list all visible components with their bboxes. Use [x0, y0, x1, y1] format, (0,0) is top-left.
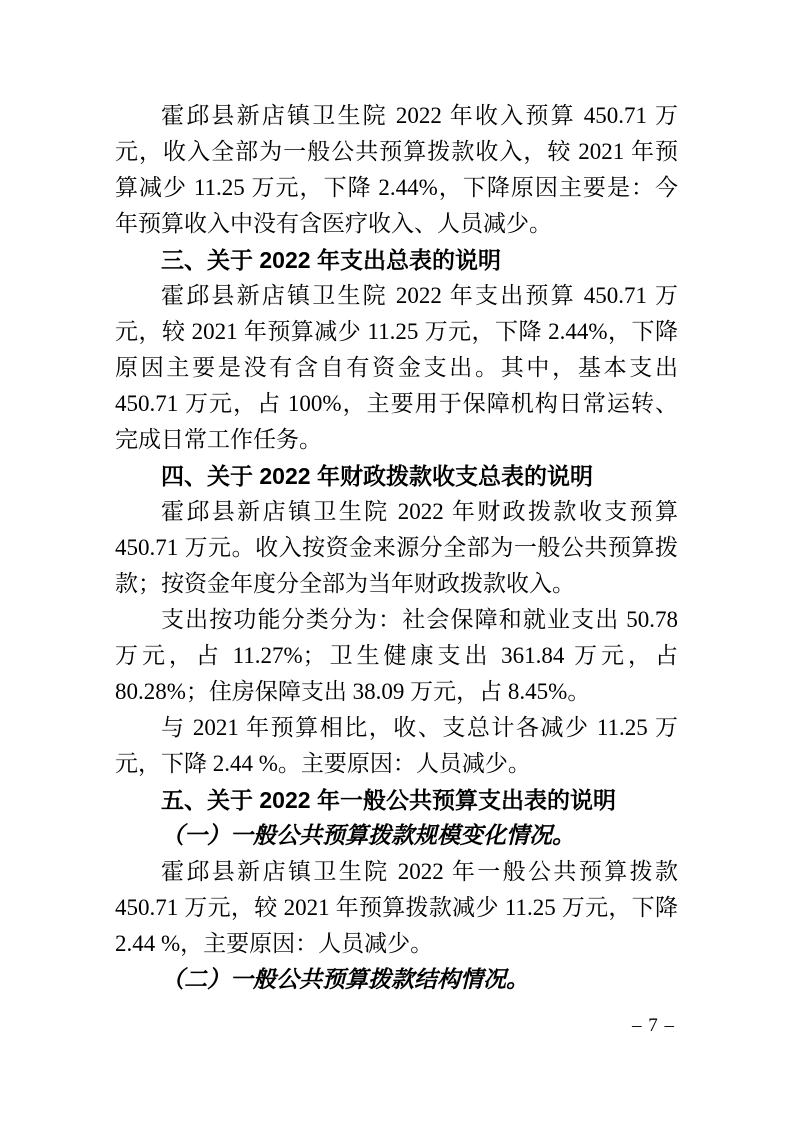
heading-section-4-fiscal-appropriation-table: 四、关于 2022 年财政拨款收支总表的说明 [161, 463, 593, 489]
paragraph-income-budget: 霍邱县新店镇卫生院 2022 年收入预算 450.71 万元，收入全部为一般公共预算拨款收入，较 2021 年预算减少 11.25 万元，下降 2.44%，下降原因主要是：今年预算收入中没有含医疗收入、人员减少。 [115, 103, 679, 236]
paragraph-fiscal-appropriation-summary: 霍邱县新店镇卫生院 2022 年财政拨款收支预算 450.71 万元。收入按资金来源分全部为一般公共预算拨款；按资金年度分全部为当年财政拨款收入。 [115, 499, 678, 596]
page-number: – 7 – [632, 1015, 675, 1036]
subheading-2-appropriation-structure: （二）一般公共预算拨款结构情况。 [161, 967, 529, 992]
subheading-1-appropriation-scale-change: （一）一般公共预算拨款规模变化情况。 [161, 823, 575, 848]
heading-section-3-expenditure-table: 三、关于 2022 年支出总表的说明 [161, 247, 501, 273]
paragraph-comparison-with-2021: 与 2021 年预算相比，收、支总计各减少 11.25 万元，下降 2.44 %。主要原因：人员减少。 [115, 715, 678, 776]
paragraph-appropriation-scale-detail: 霍邱县新店镇卫生院 2022 年一般公共预算拨款 450.71 万元，较 2021 年预算拨款减少 11.25 万元，下降 2.44 %，主要原因：人员减少。 [115, 859, 678, 956]
document-body [115, 98, 678, 998]
paragraph-expenditure-by-function: 支出按功能分类分为：社会保障和就业支出 50.78 万元，占 11.27%；卫生健康支出 361.84 万元，占 80.28%；住房保障支出 38.09 万元，占 8.45%。 [115, 607, 678, 704]
heading-section-5-public-budget-expenditure-table: 五、关于 2022 年一般公共预算支出表的说明 [161, 787, 616, 813]
paragraph-expenditure-budget: 霍邱县新店镇卫生院 2022 年支出预算 450.71 万元，较 2021 年预算减少 11.25 万元，下降 2.44%，下降原因主要是没有含自有资金支出。其中，基本支出 450.71 万元，占 100%，主要用于保障机构日常运转、完成日常工作任务。 [115, 283, 678, 452]
